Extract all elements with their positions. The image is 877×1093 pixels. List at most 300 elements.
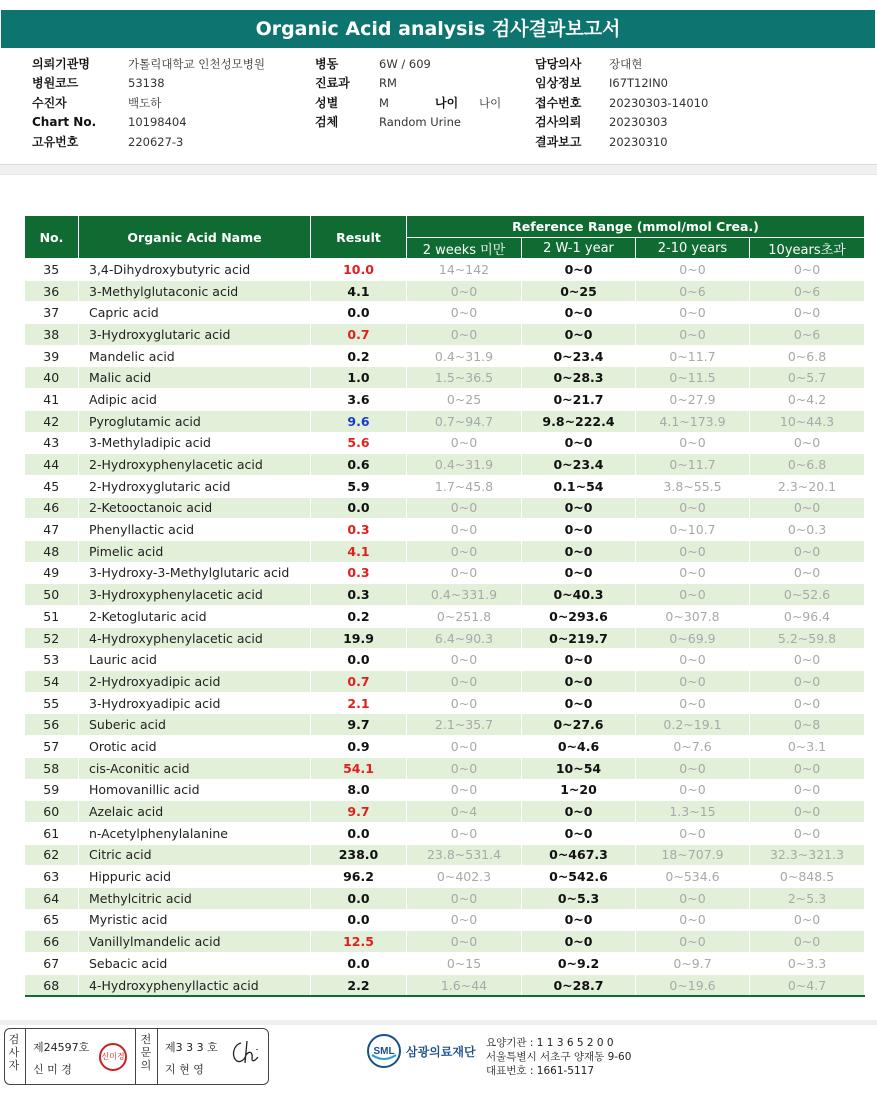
reference-range: 0~52.6: [750, 584, 865, 606]
reference-range: 6.4~90.3: [407, 627, 522, 649]
info-label: 의뢰기관명: [32, 57, 90, 71]
footer-divider: [0, 1020, 877, 1025]
reference-range: 0~0: [636, 692, 750, 714]
reference-range: 0~0: [636, 324, 750, 346]
reference-range: 0~5.3: [522, 887, 636, 909]
row-number: 35: [25, 259, 79, 281]
result-value: 10.0: [311, 259, 407, 281]
result-value: 0.7: [311, 671, 407, 693]
result-value: 0.0: [311, 822, 407, 844]
info-row: [535, 94, 708, 113]
reference-range: 1.3~15: [636, 801, 750, 823]
info-label: Chart No.: [32, 115, 97, 130]
reference-range: 0~0.3: [750, 519, 865, 541]
row-number: 37: [25, 302, 79, 324]
acid-name: Orotic acid: [79, 736, 311, 758]
result-value: 5.6: [311, 432, 407, 454]
reference-range: 23.8~531.4: [407, 844, 522, 866]
result-value: 0.9: [311, 736, 407, 758]
row-number: 68: [25, 974, 79, 996]
acid-name: 3-Methylglutaconic acid: [79, 280, 311, 302]
reference-range: 0~27.9: [636, 389, 750, 411]
row-number: 57: [25, 736, 79, 758]
acid-name: Methylcitric acid: [79, 887, 311, 909]
reference-range: 0~0: [407, 779, 522, 801]
reference-range: 0~467.3: [522, 844, 636, 866]
info-value: 20230310: [609, 134, 668, 149]
row-number: 63: [25, 866, 79, 888]
result-value: 54.1: [311, 757, 407, 779]
info-label: 접수번호: [535, 95, 582, 110]
specialist-label: 전 문 의: [140, 1033, 152, 1072]
reference-range: 0~0: [636, 562, 750, 584]
table-row: [25, 844, 865, 866]
reference-range: 0~0: [750, 779, 865, 801]
reference-range: 0~15: [407, 953, 522, 975]
reference-range: 0~0: [750, 671, 865, 693]
table-row: [25, 454, 865, 476]
result-value: 0.0: [311, 649, 407, 671]
table-row: [25, 671, 865, 693]
info-value: Random Urine: [379, 115, 461, 130]
row-number: 53: [25, 649, 79, 671]
examiner-name: 신 미 경: [33, 1063, 72, 1076]
acid-name: Phenyllactic acid: [79, 519, 311, 541]
row-number: 52: [25, 627, 79, 649]
reference-range: 1.7~45.8: [407, 475, 522, 497]
acid-name: 2-Ketooctanoic acid: [79, 497, 311, 519]
table-row: [25, 887, 865, 909]
row-number: 59: [25, 779, 79, 801]
info-label: 수진자: [32, 95, 67, 110]
info-value: I67T12IN0: [609, 76, 668, 91]
reference-range: 0~0: [636, 540, 750, 562]
reference-range: 0~307.8: [636, 606, 750, 628]
reference-range: 0~0: [522, 692, 636, 714]
acid-name: Vanillylmandelic acid: [79, 931, 311, 953]
reference-range: 0~96.4: [750, 606, 865, 628]
info-label: 검체: [315, 115, 339, 130]
info-col-1: [32, 55, 265, 152]
row-number: 51: [25, 606, 79, 628]
reference-range: 0.2~19.1: [636, 714, 750, 736]
acid-name: 3-Hydroxyphenylacetic acid: [79, 584, 311, 606]
reference-range: 14~142: [407, 259, 522, 281]
table-row: [25, 345, 865, 367]
info-label: 진료과: [315, 76, 350, 91]
reference-range: 10~54: [522, 757, 636, 779]
row-number: 36: [25, 280, 79, 302]
table-row: [25, 801, 865, 823]
table-row: [25, 519, 865, 541]
report-title: Organic Acid analysis 검사결과보고서: [1, 10, 875, 48]
acid-name: Hippuric acid: [79, 866, 311, 888]
result-value: 2.2: [311, 974, 407, 996]
reference-range: 0~0: [636, 909, 750, 931]
reference-range: 0~10.7: [636, 519, 750, 541]
info-row: [535, 113, 708, 132]
reference-range: 0~0: [407, 432, 522, 454]
col-header-ref-2-10y: 2-10 years: [636, 238, 750, 259]
seal-stamp: 신미경: [99, 1043, 127, 1071]
reference-range: 0~0: [407, 324, 522, 346]
reference-range: 9.8~222.4: [522, 410, 636, 432]
reference-range: 0~0: [750, 649, 865, 671]
row-number: 40: [25, 367, 79, 389]
table-row: [25, 432, 865, 454]
examiner-license: 제24597호: [33, 1041, 90, 1054]
acid-name: Mandelic acid: [79, 345, 311, 367]
reference-range: 0~0: [407, 497, 522, 519]
table-row: [25, 606, 865, 628]
table-row: [25, 584, 865, 606]
svg-text:SML: SML: [373, 1046, 395, 1057]
info-value: RM: [379, 76, 397, 91]
result-value: 5.9: [311, 475, 407, 497]
reference-range: 4.1~173.9: [636, 410, 750, 432]
result-value: 0.2: [311, 606, 407, 628]
result-value: 3.6: [311, 389, 407, 411]
reference-range: 0.1~54: [522, 475, 636, 497]
info-value: 10198404: [128, 115, 187, 130]
acid-name: cis-Aconitic acid: [79, 757, 311, 779]
reference-range: 0~11.7: [636, 454, 750, 476]
table-row: [25, 302, 865, 324]
info-label: 병원코드: [32, 76, 79, 91]
table-row: [25, 280, 865, 302]
acid-name: 3-Hydroxy-3-Methylglutaric acid: [79, 562, 311, 584]
reference-range: 0~0: [407, 887, 522, 909]
info-value: 20230303-14010: [609, 95, 709, 110]
reference-range: 0~0: [522, 324, 636, 346]
info-value: 나이: [479, 95, 502, 110]
acid-name: 3-Hydroxyadipic acid: [79, 692, 311, 714]
row-number: 49: [25, 562, 79, 584]
reference-range: 2~5.3: [750, 887, 865, 909]
col-header-ref-2w-1y: 2 W-1 year: [522, 238, 636, 259]
info-label: 고유번호: [32, 134, 79, 149]
result-value: 9.7: [311, 801, 407, 823]
reference-range: 0~0: [750, 302, 865, 324]
result-value: 12.5: [311, 931, 407, 953]
reference-range: 0~4.6: [522, 736, 636, 758]
row-number: 64: [25, 887, 79, 909]
acid-name: 4-Hydroxyphenyllactic acid: [79, 974, 311, 996]
table-row: [25, 627, 865, 649]
reference-range: 1~20: [522, 779, 636, 801]
sml-logo-icon: [366, 1033, 402, 1069]
acid-name: Citric acid: [79, 844, 311, 866]
row-number: 45: [25, 475, 79, 497]
reference-range: 0~0: [522, 562, 636, 584]
result-value: 0.3: [311, 562, 407, 584]
reference-range: 0~0: [636, 432, 750, 454]
result-value: 4.1: [311, 540, 407, 562]
col-header-no: No.: [25, 216, 79, 259]
acid-name: Myristic acid: [79, 909, 311, 931]
result-value: 0.0: [311, 497, 407, 519]
reference-range: 18~707.9: [636, 844, 750, 866]
reference-range: 0~0: [407, 562, 522, 584]
info-label: 검사의뢰: [535, 115, 582, 130]
reference-range: 0~6: [750, 324, 865, 346]
info-col-3: [535, 55, 708, 152]
reference-range: 0~251.8: [407, 606, 522, 628]
address-line: 요양기관 : 1 1 3 6 5 2 0 0: [486, 1037, 614, 1049]
result-value: 2.1: [311, 692, 407, 714]
table-row: [25, 974, 865, 996]
table-row: [25, 259, 865, 281]
reference-range: 0~293.6: [522, 606, 636, 628]
acid-name: 3-Methyladipic acid: [79, 432, 311, 454]
result-value: 0.0: [311, 887, 407, 909]
result-value: 0.0: [311, 302, 407, 324]
row-number: 54: [25, 671, 79, 693]
acid-name: 3,4-Dihydroxybutyric acid: [79, 259, 311, 281]
row-number: 39: [25, 345, 79, 367]
reference-range: 0~848.5: [750, 866, 865, 888]
acid-name: 2-Hydroxyphenylacetic acid: [79, 454, 311, 476]
row-number: 47: [25, 519, 79, 541]
reference-range: 0~0: [407, 931, 522, 953]
table-row: [25, 931, 865, 953]
reference-range: 0.4~31.9: [407, 345, 522, 367]
reference-range: 0~0: [407, 757, 522, 779]
reference-range: 5.2~59.8: [750, 627, 865, 649]
reference-range: 0~0: [750, 259, 865, 281]
reference-range: 0~0: [750, 692, 865, 714]
reference-range: 0~6: [750, 280, 865, 302]
reference-range: 1.6~44: [407, 974, 522, 996]
row-number: 55: [25, 692, 79, 714]
signature-mark: [227, 1037, 263, 1067]
reference-range: 0~0: [636, 887, 750, 909]
reference-range: 0~3.3: [750, 953, 865, 975]
reference-range: 0~11.7: [636, 345, 750, 367]
reference-range: 0~0: [407, 909, 522, 931]
info-value: 가톨릭대학교 인천성모병원: [128, 57, 265, 71]
reference-range: 0~21.7: [522, 389, 636, 411]
info-value: 220627-3: [128, 134, 184, 149]
reference-range: 0~0: [407, 302, 522, 324]
result-value: 0.0: [311, 953, 407, 975]
result-value: 0.7: [311, 324, 407, 346]
reference-range: 0~3.1: [750, 736, 865, 758]
reference-range: 0~8: [750, 714, 865, 736]
acid-name: Lauric acid: [79, 649, 311, 671]
examiner-label: 검 사 자: [8, 1033, 20, 1072]
acid-name: Sebacic acid: [79, 953, 311, 975]
info-value: 53138: [128, 76, 165, 91]
reference-range: 0~0: [407, 540, 522, 562]
section-divider: [0, 164, 877, 175]
row-number: 58: [25, 757, 79, 779]
result-value: 9.6: [311, 410, 407, 432]
info-row: [315, 74, 501, 93]
info-row: [315, 94, 501, 113]
table-row: [25, 822, 865, 844]
row-number: 66: [25, 931, 79, 953]
table-row: [25, 953, 865, 975]
info-value: M: [379, 95, 389, 110]
reference-range: 0~25: [407, 389, 522, 411]
reference-range: 0~11.5: [636, 367, 750, 389]
reference-range: 0~0: [750, 540, 865, 562]
reference-range: 0~0: [750, 931, 865, 953]
result-value: 8.0: [311, 779, 407, 801]
address-line: 서울특별시 서초구 양재동 9-60: [486, 1051, 632, 1063]
acid-name: Homovanillic acid: [79, 779, 311, 801]
org-address: [486, 1036, 631, 1078]
specialist-license: 제3 3 3 호: [165, 1041, 218, 1054]
reference-range: 0~0: [522, 649, 636, 671]
reference-range: 0~25: [522, 280, 636, 302]
result-value: 19.9: [311, 627, 407, 649]
info-row: [315, 113, 501, 132]
reference-range: 0~0: [522, 259, 636, 281]
result-value: 0.3: [311, 519, 407, 541]
row-number: 65: [25, 909, 79, 931]
table-row: [25, 562, 865, 584]
reference-range: 0~0: [636, 497, 750, 519]
reference-range: 0~9.7: [636, 953, 750, 975]
info-row: [32, 55, 265, 74]
row-number: 42: [25, 410, 79, 432]
reference-range: 0~4.7: [750, 974, 865, 996]
reference-range: 0~0: [636, 302, 750, 324]
reference-range: 0~23.4: [522, 345, 636, 367]
table-row: [25, 649, 865, 671]
reference-range: 1.5~36.5: [407, 367, 522, 389]
info-row: [32, 94, 265, 113]
reference-range: 0.4~31.9: [407, 454, 522, 476]
row-number: 56: [25, 714, 79, 736]
reference-range: 0~0: [407, 649, 522, 671]
reference-range: 0~0: [636, 931, 750, 953]
info-value: 장대현: [609, 57, 643, 71]
col-header-ref-2weeks: 2 weeks 미만: [407, 238, 522, 259]
table-row: [25, 909, 865, 931]
reference-range: 0~0: [750, 497, 865, 519]
row-number: 43: [25, 432, 79, 454]
result-value: 9.7: [311, 714, 407, 736]
table-row: [25, 779, 865, 801]
reference-range: 0~0: [407, 671, 522, 693]
acid-name: Suberic acid: [79, 714, 311, 736]
table-row: [25, 389, 865, 411]
signature-box: [4, 1028, 269, 1085]
acid-name: Azelaic acid: [79, 801, 311, 823]
reference-range: 0~402.3: [407, 866, 522, 888]
reference-range: 0~5.7: [750, 367, 865, 389]
reference-range: 0~69.9: [636, 627, 750, 649]
reference-range: 0~0: [750, 562, 865, 584]
reference-range: 0~0: [636, 757, 750, 779]
reference-range: 0~219.7: [522, 627, 636, 649]
reference-range: 2.3~20.1: [750, 475, 865, 497]
reference-range: 2.1~35.7: [407, 714, 522, 736]
reference-range: 0~0: [522, 497, 636, 519]
reference-range: 32.3~321.3: [750, 844, 865, 866]
reference-range: 0~0: [636, 259, 750, 281]
row-number: 48: [25, 540, 79, 562]
acid-name: Adipic acid: [79, 389, 311, 411]
result-value: 1.0: [311, 367, 407, 389]
info-row: [315, 55, 501, 74]
reference-range: 0~0: [750, 757, 865, 779]
reference-range: 0~0: [522, 931, 636, 953]
info-label: 담당의사: [535, 57, 582, 71]
info-row: [32, 113, 265, 132]
reference-range: 0~7.6: [636, 736, 750, 758]
result-value: 0.3: [311, 584, 407, 606]
info-value: 백도하: [128, 95, 162, 110]
result-value: 238.0: [311, 844, 407, 866]
info-row: [535, 55, 708, 74]
reference-range: 0~27.6: [522, 714, 636, 736]
acid-name: Capric acid: [79, 302, 311, 324]
reference-range: 0~542.6: [522, 866, 636, 888]
info-col-2: [315, 55, 501, 133]
reference-range: 0~0: [636, 779, 750, 801]
table-row: [25, 410, 865, 432]
acid-name: 2-Hydroxyadipic acid: [79, 671, 311, 693]
reference-range: 0~0: [522, 302, 636, 324]
reference-range: 0~4: [407, 801, 522, 823]
col-header-result: Result: [311, 216, 407, 259]
reference-range: 10~44.3: [750, 410, 865, 432]
col-header-reference: Reference Range (mmol/mol Crea.): [407, 216, 865, 238]
table-row: [25, 866, 865, 888]
results-table: [24, 215, 865, 997]
table-row: [25, 540, 865, 562]
reference-range: 0~4.2: [750, 389, 865, 411]
reference-range: 0~0: [522, 519, 636, 541]
table-row: [25, 736, 865, 758]
reference-range: 0~6: [636, 280, 750, 302]
row-number: 50: [25, 584, 79, 606]
table-row: [25, 475, 865, 497]
reference-range: 0~40.3: [522, 584, 636, 606]
reference-range: 0~0: [407, 736, 522, 758]
acid-name: 3-Hydroxyglutaric acid: [79, 324, 311, 346]
reference-range: 0~0: [636, 822, 750, 844]
reference-range: 0~19.6: [636, 974, 750, 996]
reference-range: 0~0: [522, 671, 636, 693]
info-label: 결과보고: [535, 134, 582, 149]
reference-range: 0~28.3: [522, 367, 636, 389]
info-row: [535, 133, 708, 152]
row-number: 61: [25, 822, 79, 844]
acid-name: Pyroglutamic acid: [79, 410, 311, 432]
reference-range: 0~0: [522, 909, 636, 931]
reference-range: 0~0: [522, 540, 636, 562]
address-line: 대표번호 : 1661-5117: [486, 1065, 595, 1077]
acid-name: 4-Hydroxyphenylacetic acid: [79, 627, 311, 649]
reference-range: 0~0: [522, 822, 636, 844]
reference-range: 0~0: [407, 519, 522, 541]
info-value: 6W / 609: [379, 57, 431, 71]
reference-range: 0~534.6: [636, 866, 750, 888]
info-label: 병동: [315, 57, 339, 71]
row-number: 38: [25, 324, 79, 346]
row-number: 44: [25, 454, 79, 476]
row-number: 62: [25, 844, 79, 866]
reference-range: 0~0: [407, 280, 522, 302]
table-row: [25, 714, 865, 736]
table-row: [25, 692, 865, 714]
reference-range: 0~0: [407, 692, 522, 714]
